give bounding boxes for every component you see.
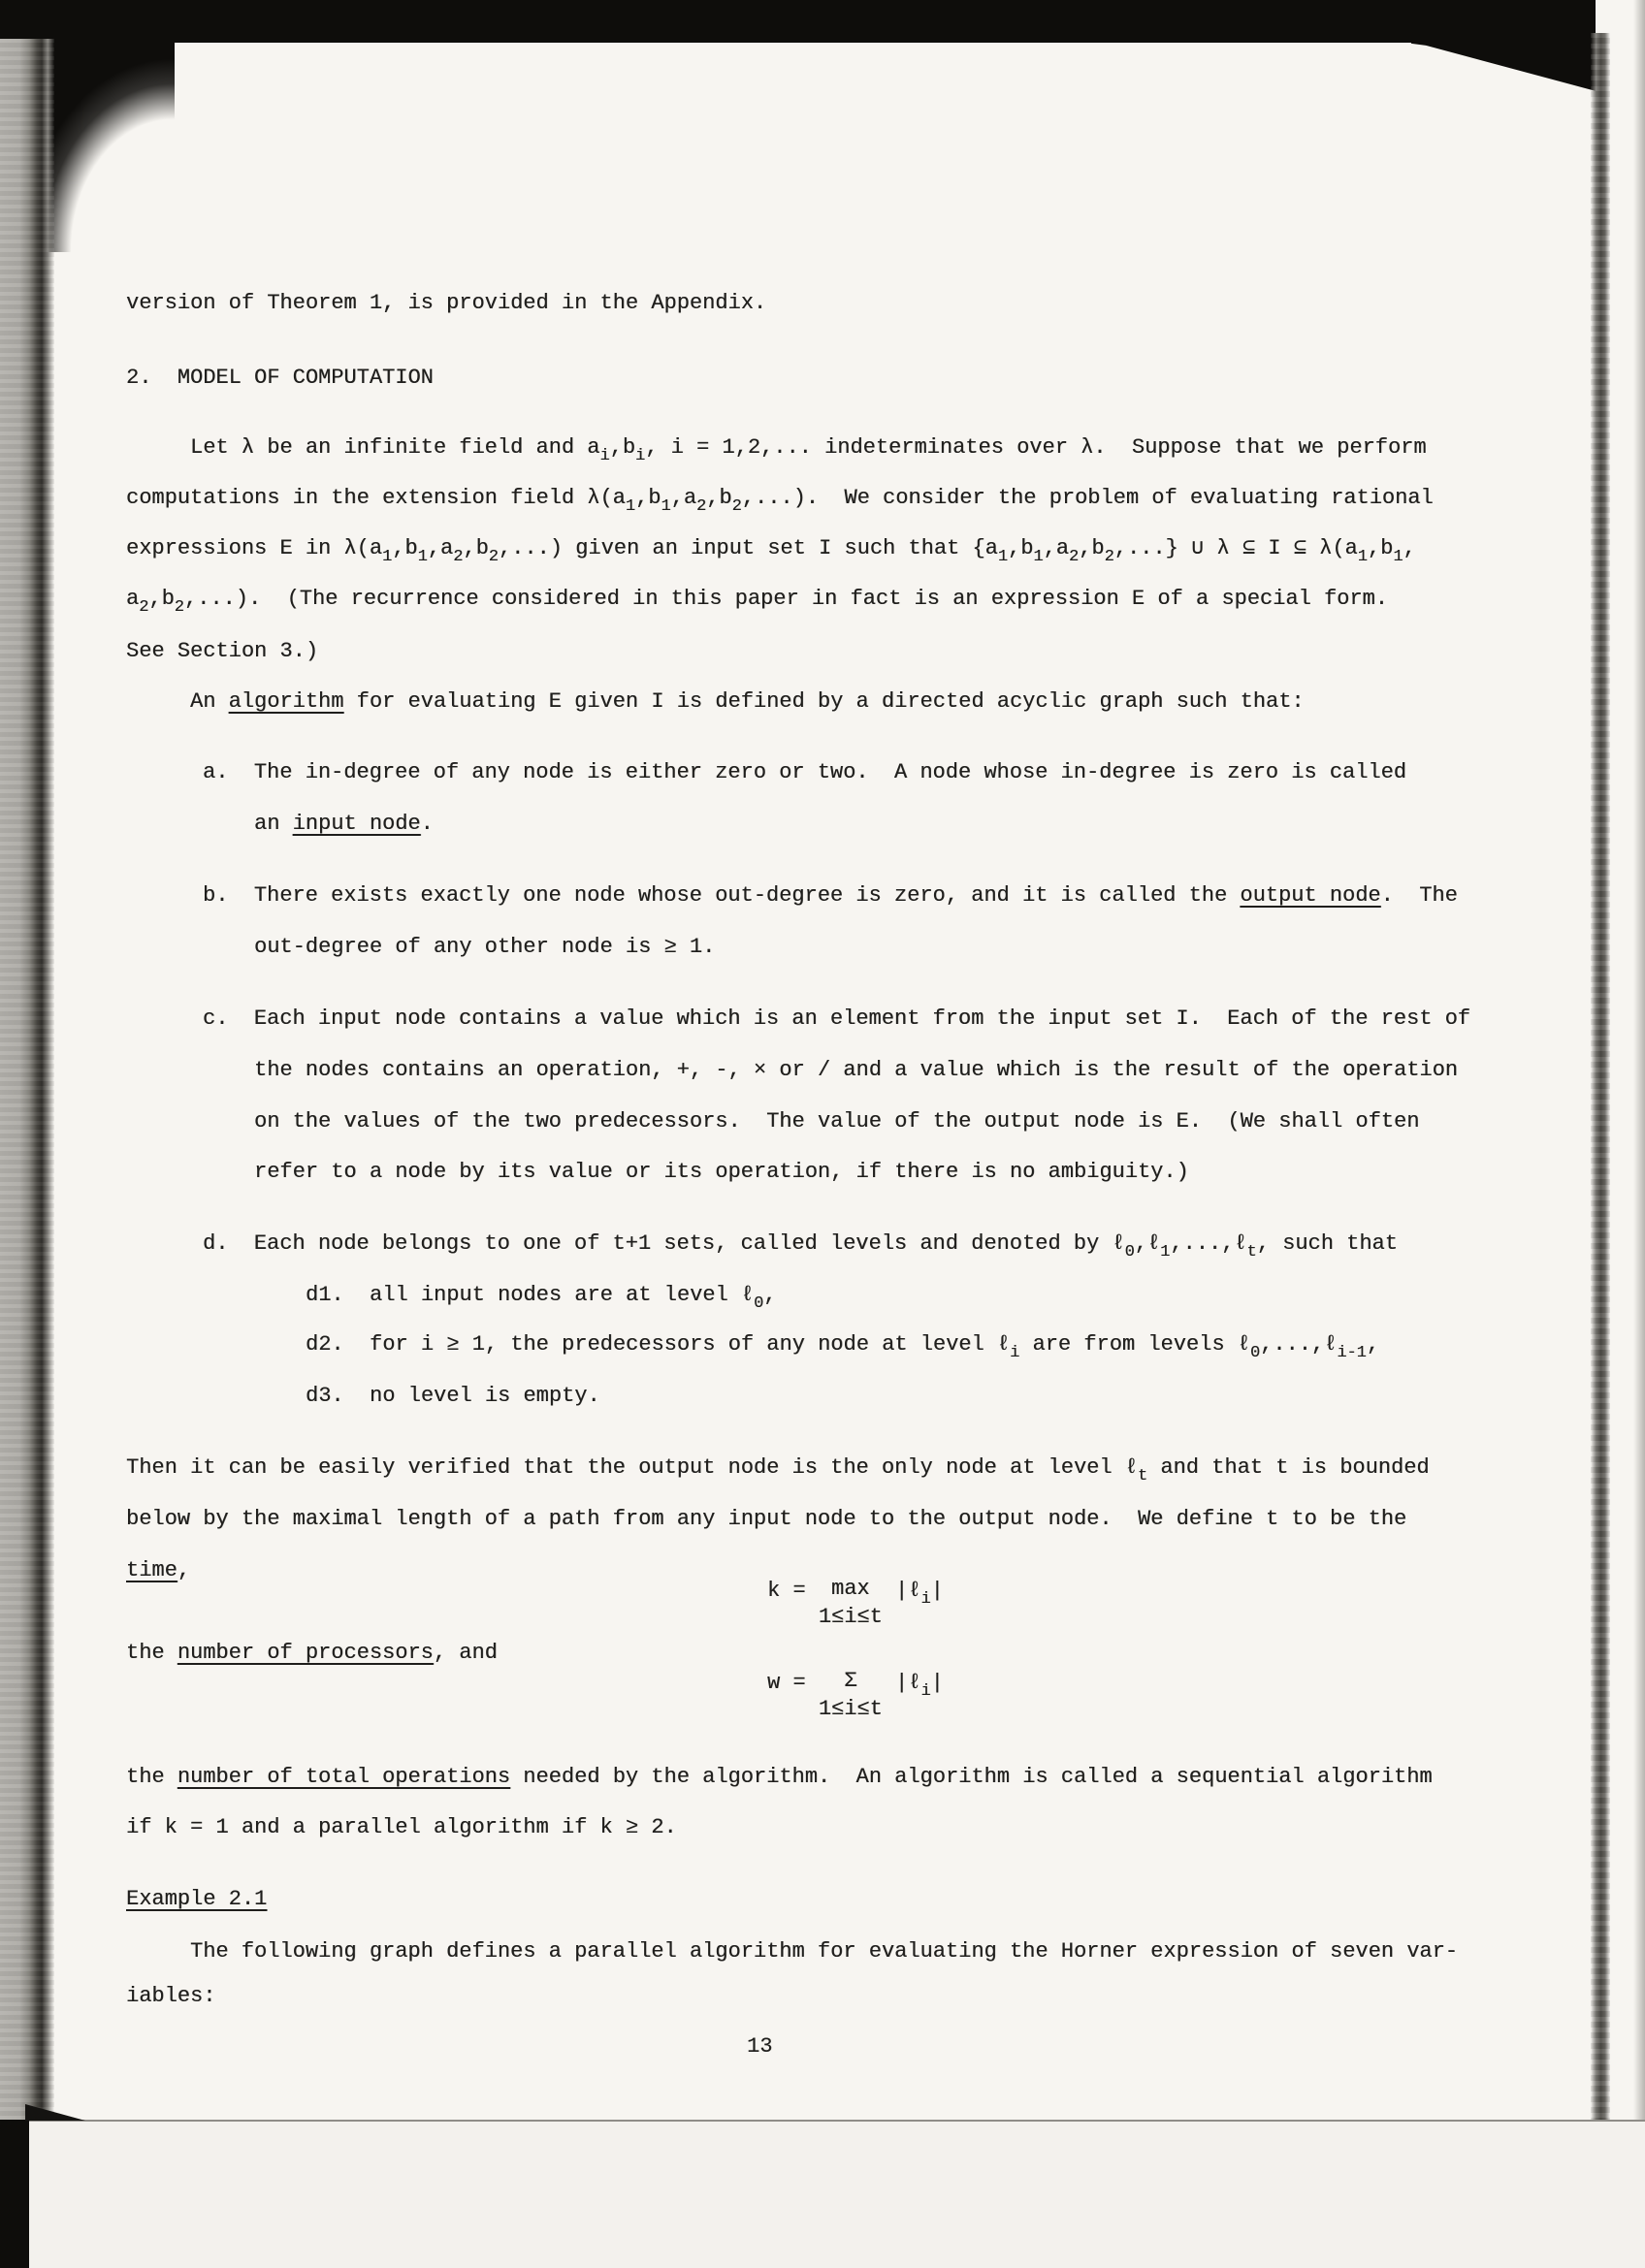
text-line: iables: — [126, 1984, 216, 2008]
section-heading: 2. MODEL OF COMPUTATION — [126, 366, 434, 390]
text-line: below by the maximal length of a path from any input node to the output node. We define t to be the — [126, 1507, 1407, 1531]
list-item-c: c. Each input node contains a value which is an element from the input set I. Each of the rest of — [203, 1006, 1471, 1031]
formula-w: w = Σ 1≤i≤t |ℓ$_i$| — [767, 1669, 944, 1721]
text-line: the number of total operations needed by the algorithm. An algorithm is called a sequential algorithm — [126, 1765, 1433, 1789]
text-line: An algorithm for evaluating E given I is defined by a directed acyclic graph such that: — [190, 689, 1305, 714]
formula-k: k = max 1≤i≤t |ℓ$_i$| — [767, 1577, 944, 1629]
text-line: expressions E in $\lambda(a_1,b_1,a_2,b_2,...)$ given an input set I such that $\{a_1,b_1,a_2,b_2,...\}$ ∪ λ ⊆ I ⊆ $\lambda(a_1,b_1$, — [126, 536, 1416, 567]
text-line: refer to a node by its value or its operation, if there is no ambiguity.) — [254, 1160, 1189, 1184]
text-line: The following graph defines a parallel algorithm for evaluating the Horner expression of seven var- — [190, 1939, 1459, 1964]
text-line: the nodes contains an operation, +, -, × or / and a value which is the result of the operation — [254, 1058, 1459, 1082]
text-line: on the values of the two predecessors. The value of the output node is E. (We shall often — [254, 1109, 1420, 1134]
text-line: computations in the extension field $\lambda(a_1,b_1,a_2,b_2,...)$. We consider the problem of evaluating rational — [126, 486, 1434, 517]
text-line: the number of processors, and — [126, 1641, 498, 1665]
page-number: 13 — [747, 2034, 773, 2059]
text-line: out-degree of any other node is ≥ 1. — [254, 935, 716, 959]
text-line: an input node. — [254, 812, 434, 836]
list-item-a: a. The in-degree of any node is either zero or two. A node whose in-degree is zero is called — [203, 760, 1407, 784]
text-line: Let λ be an infinite field and $a_i,b_i$, i = 1,2,... indeterminates over λ. Suppose that we perform — [190, 435, 1427, 466]
list-item-d3: d3. no level is empty. — [306, 1384, 600, 1408]
example-heading: Example 2.1 — [126, 1887, 268, 1911]
text-line: Then it can be easily verified that the output node is the only node at level ℓ$_t$ and that t is bounded — [126, 1455, 1430, 1486]
text-line: if k = 1 and a parallel algorithm if k ≥ 2. — [126, 1815, 677, 1839]
list-item-b: b. There exists exactly one node whose out-degree is zero, and it is called the output node. The — [203, 883, 1458, 908]
text-line: version of Theorem 1, is provided in the Appendix. — [126, 291, 767, 315]
text-line: $a_2,b_2$,...). (The recurrence considered in this paper in fact is an expression E of a special form. — [126, 587, 1388, 618]
text-line: See Section 3.) — [126, 639, 319, 663]
list-item-d: d. Each node belongs to one of t+1 sets, called levels and denoted by ℓ$_0$,ℓ$_1$,...,ℓ$_t$, such that — [203, 1231, 1398, 1262]
list-item-d1: d1. all input nodes are at level ℓ$_0$, — [306, 1283, 777, 1314]
text-line: time, — [126, 1558, 191, 1582]
list-item-d2: d2. for i ≥ 1, the predecessors of any node at level ℓ$_i$ are from levels ℓ$_0$,...,ℓ$_{i-1}$, — [306, 1332, 1380, 1363]
